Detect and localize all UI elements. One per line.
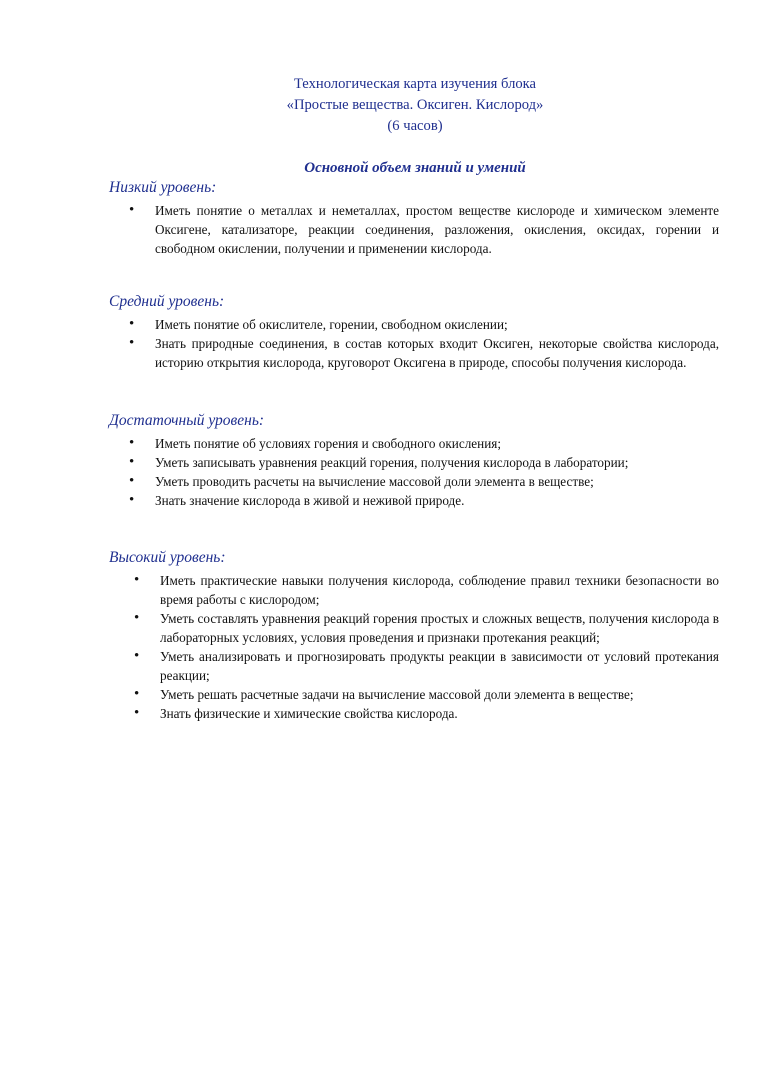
list-item — [109, 704, 719, 723]
bullet-icon: • — [129, 335, 135, 351]
level-section-high — [109, 548, 719, 723]
bullet-icon: • — [129, 492, 135, 508]
list-item — [109, 571, 719, 609]
list-item — [109, 685, 719, 704]
item-list — [109, 315, 719, 372]
level-section-medium — [109, 292, 719, 372]
level-heading: Средний уровень: — [109, 293, 225, 310]
list-item — [109, 453, 719, 472]
title-line: «Простые вещества. Оксиген. Кислород» — [286, 97, 544, 113]
bullet-icon: • — [134, 705, 140, 721]
bullet-icon: • — [134, 572, 140, 588]
bullet-icon: • — [134, 686, 140, 702]
list-item — [109, 334, 719, 372]
level-section-low — [109, 178, 719, 258]
list-item-text: Уметь проводить расчеты на вычисление массовой доли элемента в веществе; — [155, 474, 594, 489]
list-item-text: Знать природные соединения, в состав которых входит Оксиген, некоторые свойства кислорода, историю открытия кислорода, круговорот Оксигена в природе, способы получения кислорода. — [155, 336, 719, 370]
document-title — [0, 74, 768, 137]
document-subtitle: Основной объем знаний и умений — [304, 160, 526, 176]
bullet-icon: • — [129, 435, 135, 451]
list-item-text: Иметь понятие об условиях горения и свободного окисления; — [155, 436, 501, 451]
list-item — [109, 434, 719, 453]
list-item-text: Иметь практические навыки получения кислорода, соблюдение правил техники безопасности во время работы с кислородом; — [160, 573, 719, 607]
list-item-text: Знать значение кислорода в живой и неживой природе. — [155, 493, 465, 508]
item-list — [109, 434, 719, 510]
bullet-icon: • — [134, 648, 140, 664]
item-list — [109, 201, 719, 258]
list-item-text: Знать физические и химические свойства кислорода. — [160, 706, 458, 721]
list-item — [109, 491, 719, 510]
bullet-icon: • — [134, 610, 140, 626]
level-heading: Достаточный уровень: — [109, 412, 265, 429]
list-item-text: Уметь решать расчетные задачи на вычисление массовой доли элемента в веществе; — [160, 687, 634, 702]
list-item — [109, 647, 719, 685]
list-item-text: Уметь записывать уравнения реакций горения, получения кислорода в лаборатории; — [155, 455, 629, 470]
level-heading: Высокий уровень: — [109, 549, 226, 566]
bullet-icon: • — [129, 316, 135, 332]
list-item-text: Иметь понятие о металлах и неметаллах, простом веществе кислороде и химическом элементе Оксигене, катализаторе, реакции соединения, разложения, окисления, оксидах, горении и свободном окислении, получении и применении кислорода. — [155, 203, 719, 256]
title-line: Технологическая карта изучения блока — [293, 76, 537, 92]
item-list — [109, 571, 719, 723]
bullet-icon: • — [129, 202, 135, 218]
list-item — [109, 201, 719, 258]
list-item-text: Уметь составлять уравнения реакций горения простых и сложных веществ, получения кислорода в лабораторных условиях, условия проведения и признаки протекания реакций; — [160, 611, 719, 645]
list-item-text: Иметь понятие об окислителе, горении, свободном окислении; — [155, 317, 508, 332]
list-item — [109, 472, 719, 491]
bullet-icon: • — [129, 454, 135, 470]
bullet-icon: • — [129, 473, 135, 489]
list-item — [109, 609, 719, 647]
level-heading: Низкий уровень: — [109, 179, 217, 196]
title-line: (6 часов) — [387, 118, 443, 134]
level-section-sufficient — [109, 411, 719, 510]
list-item-text: Уметь анализировать и прогнозировать продукты реакции в зависимости от условий протекания реакции; — [160, 649, 719, 683]
list-item — [109, 315, 719, 334]
